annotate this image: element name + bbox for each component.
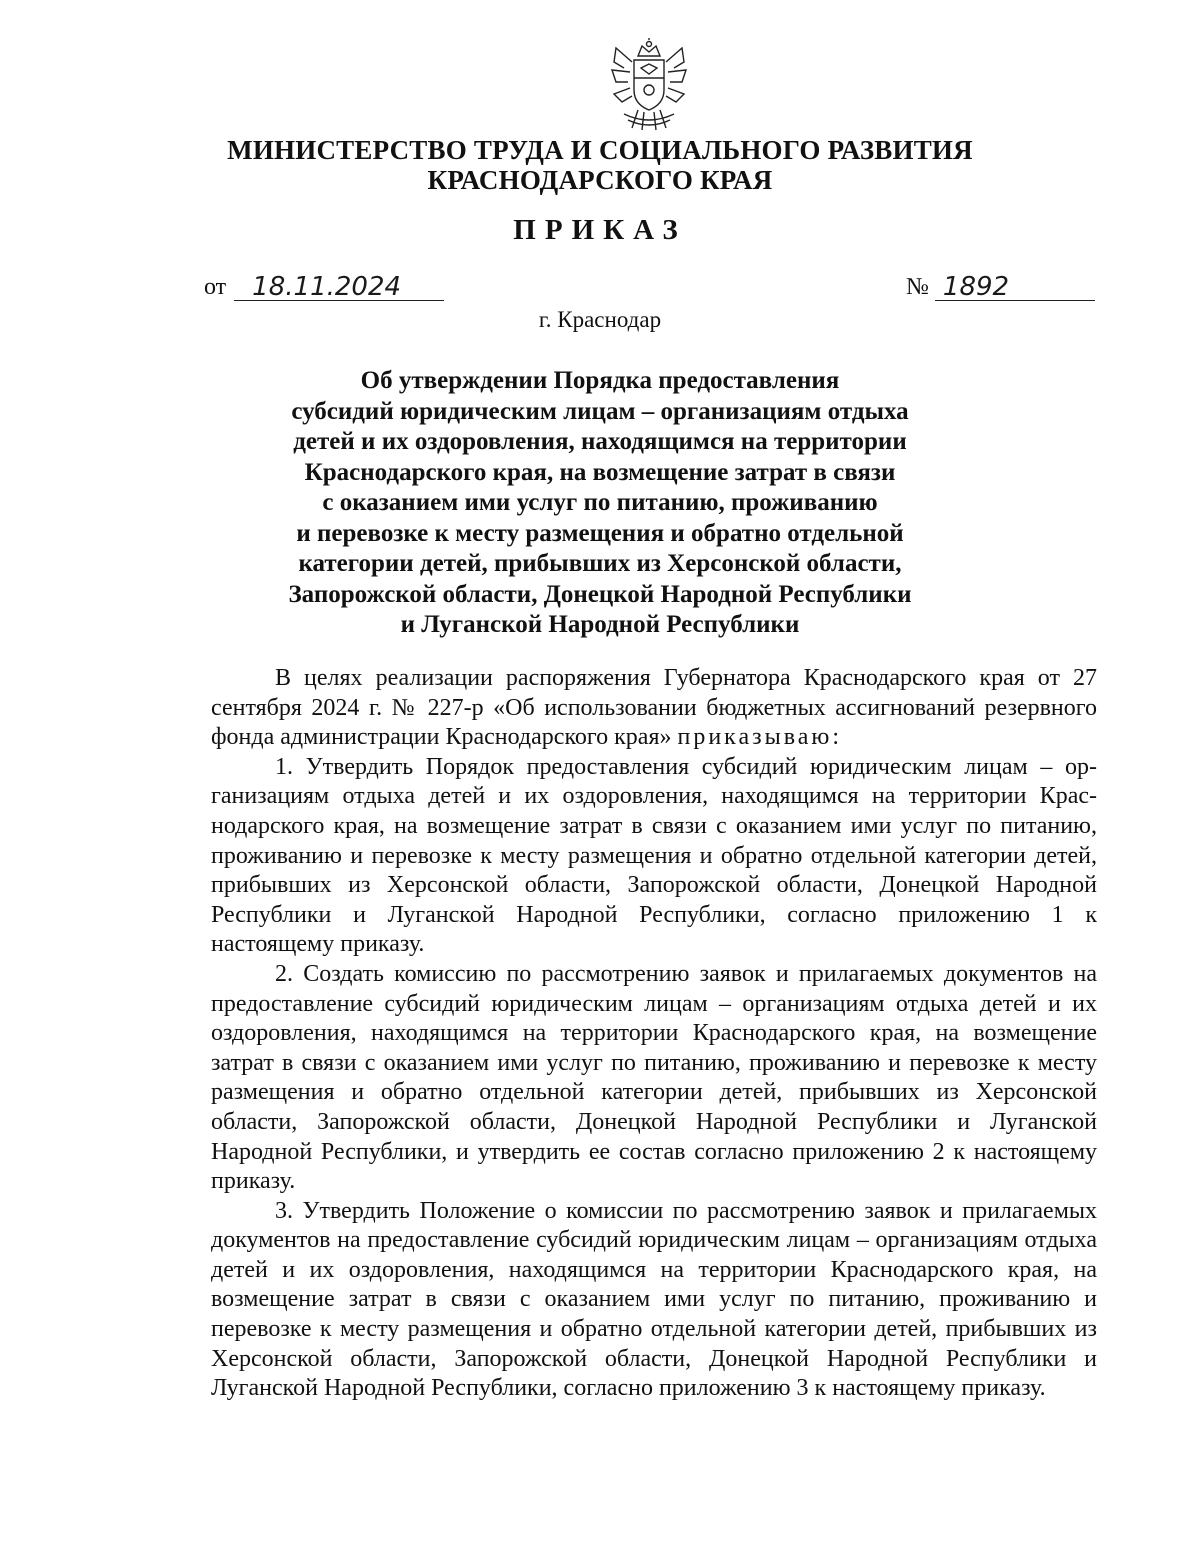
title-line: с оказанием ими услуг по питанию, проживанию	[322, 489, 878, 516]
preamble-paragraph	[211, 664, 1097, 753]
date-prefix: от	[204, 274, 227, 300]
order-date-row	[204, 274, 444, 301]
item-3-paragraph: 3. Утвердить Положение о комиссии по рассмотрению заявок и прилагаемых документов на предоставление субсидий юридическим лицам – организациям отдыха детей и их оздоровления, находящимся на территории Краснодарского края, на возмещение затрат в связи с оказанием ими услуг по питанию, проживанию и перевозке к месту размещения и обратно отдельной категории детей, прибывших из Херсонской области, Запорожской области, Донецкой Народной Республики и Луганской Народной Республики, согласно приложению 3 к настоящему приказу.	[211, 1197, 1097, 1402]
item-1-paragraph: 1. Утвердить Порядок предоставления субсидий юридическим лицам – организациям отдыха детей и их оздоровления, находящимся на территории Краснодарского края, на возмещение затрат в связи с оказанием ими услуг по питанию, проживанию и перевозке к месту размещения и обратно отдельной категории детей, прибывших из Херсонской области, Запорожской области, Донецкой Народной Республики и Луганской Народной Республики, согласно приложению 1 к настоящему приказу.	[211, 753, 1097, 958]
title-line: детей и их оздоровления, находящимся на территории	[293, 428, 907, 455]
title-line: и перевозке к месту размещения и обратно отдельной	[296, 519, 904, 547]
ministry-name-line1: МИНИСТЕРСТВО ТРУДА И СОЦИАЛЬНОГО РАЗВИТИЯ	[227, 135, 973, 165]
title-line: и Луганской Народной Республики	[400, 611, 800, 638]
item-2-paragraph: 2. Создать комиссию по рассмотрению заявок и прилагаемых документов на предоставление субсидий юридическим лицам – организациям отдыха детей и их оздоровления, находящимся на территории Краснодарского края, на возмещение затрат в связи с оказанием ими услуг по питанию, проживанию и перевозке к месту размещения и обратно отдельной категории детей, прибывших из Херсонской области, Запорожской области, Донецкой Народной Республики и Луганской Народной Республики, и утвердить ее состав согласно приложению 2 к настоящему приказу.	[211, 960, 1097, 1195]
title-line: Краснодарского края, на возмещение затрат в связи	[304, 458, 896, 486]
order-date-handwritten: 18.11.2024	[234, 274, 444, 301]
order-title	[220, 366, 980, 641]
preamble-action: приказываю:	[677, 724, 842, 751]
ministry-name-line2: КРАСНОДАРСКОГО КРАЯ	[427, 165, 773, 195]
title-line: категории детей, прибывших из Херсонской области,	[298, 550, 902, 577]
preamble-text: В целях реализации распоряжения Губернатора Краснодарского края от 27 сентября 2024 г. № 227-р «Об использовании бюджетных ассигнований резервного фонда администрации Краснодарского края»	[211, 665, 1097, 751]
coat-of-arms-icon	[608, 38, 690, 134]
city-line: г. Краснодар	[538, 307, 662, 332]
title-line: субсидий юридическим лицам – организациям отдыха	[291, 397, 909, 425]
number-prefix: №	[906, 274, 929, 300]
title-line: Запорожской области, Донецкой Народной Республики	[288, 580, 912, 608]
order-body	[211, 664, 1097, 1404]
title-line: Об утверждении Порядка предоставления	[360, 367, 840, 394]
document-type-heading: ПРИКАЗ	[513, 214, 687, 246]
order-number-row	[906, 274, 1095, 301]
order-number-handwritten: 1892	[935, 274, 1095, 301]
